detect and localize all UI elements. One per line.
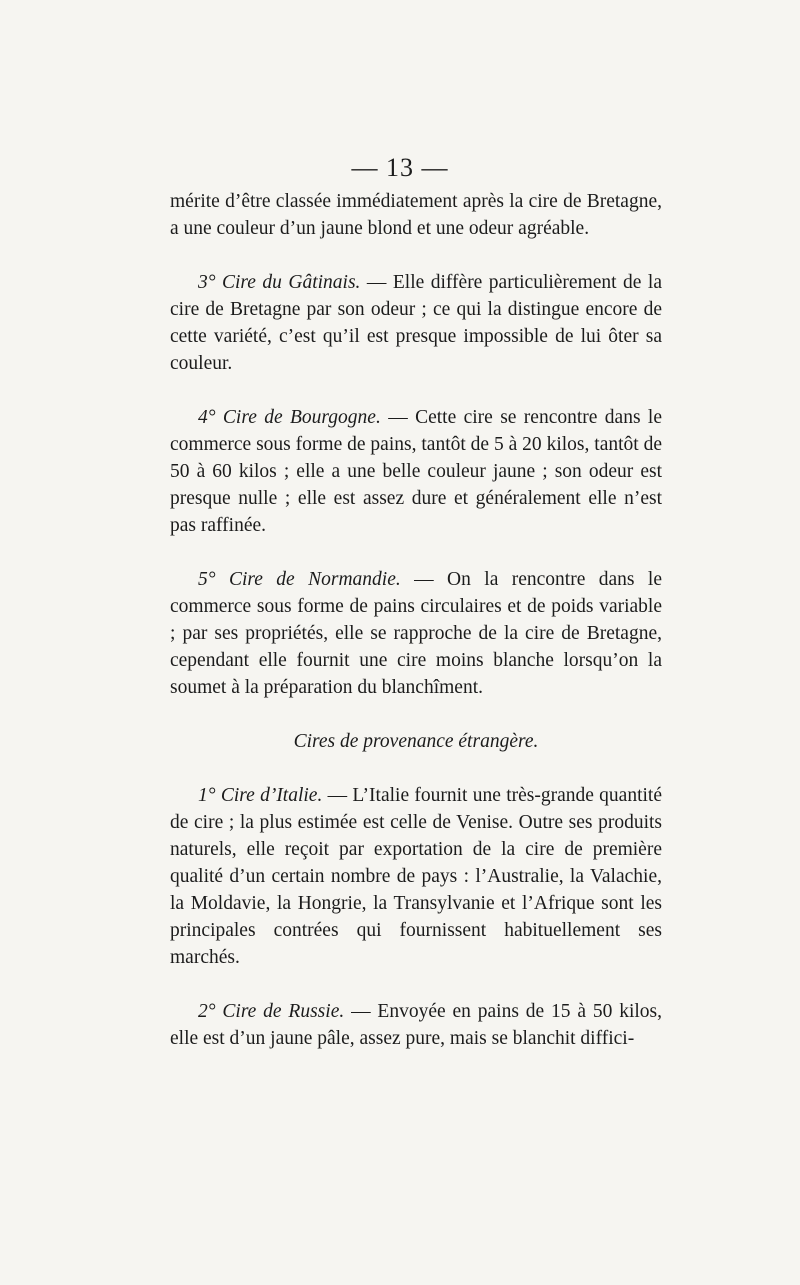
- paragraph-text: — Elle diffère particulièrement de la cire de Bretagne par son odeur ; ce qui la distingue encore de cette variété, c’est qu’il est presque impossible de lui ôter sa couleur.: [170, 272, 662, 374]
- paragraph-gatinais: [170, 269, 662, 377]
- paragraph-gap: [170, 242, 662, 269]
- paragraph-heading: 3° Cire du Gâtinais.: [198, 272, 361, 293]
- paragraph-gap: [170, 377, 662, 404]
- paragraph-heading: 5° Cire de Normandie.: [198, 569, 401, 590]
- section-title: Cires de provenance étrangère.: [293, 731, 539, 752]
- paragraph-normandie: [170, 566, 662, 701]
- paragraph-text: — On la rencontre dans le commerce sous forme de pains circulaires et de poids variable ; par ses propriétés, elle se rapproche de la cire de Bretagne, cependant elle fournit une cire moins blanche lorsqu’on la soumet à la préparation du blanchîment.: [170, 569, 662, 698]
- text-column: [170, 188, 662, 1052]
- paragraph-bourgogne: [170, 404, 662, 539]
- paragraph-russie: [170, 998, 662, 1052]
- paragraph-heading: 2° Cire de Russie.: [198, 1001, 345, 1022]
- paragraph-gap: [170, 539, 662, 566]
- paragraph-continuation: [170, 188, 662, 242]
- paragraph-gap: [170, 971, 662, 998]
- paragraph-gap: [170, 701, 662, 728]
- paragraph-heading: 1° Cire d’Italie.: [198, 785, 323, 806]
- paragraph-text: mérite d’être classée immédiatement après la cire de Bretagne, a une couleur d’un jaune blond et une odeur agréable.: [170, 191, 662, 239]
- paragraph-text: — L’Italie fournit une très-grande quantité de cire ; la plus estimée est celle de Venise. Outre ses produits naturels, elle reçoit par exportation de la cire de première qualité d’un certain nombre de pays : l’Australie, la Valachie, la Moldavie, la Hongrie, la Transylvanie et l’Afrique sont les principales contrées qui fournissent habituellement ses marchés.: [170, 785, 662, 968]
- paragraph-text: — Cette cire se rencontre dans le commerce sous forme de pains, tantôt de 5 à 20 kilos, tantôt de 50 à 60 kilos ; elle a une belle couleur jaune ; son odeur est presque nulle ; elle est assez dure et généralement elle n’est pas raffinée.: [170, 407, 662, 536]
- paragraph-gap: [170, 755, 662, 782]
- paragraph-text: — Envoyée en pains de 15 à 50 kilos, elle est d’un jaune pâle, assez pure, mais se blanchit diffici-: [170, 1001, 662, 1049]
- page-number: — 13 —: [351, 153, 449, 182]
- paragraph-italie: [170, 782, 662, 971]
- paragraph-heading: 4° Cire de Bourgogne.: [198, 407, 381, 428]
